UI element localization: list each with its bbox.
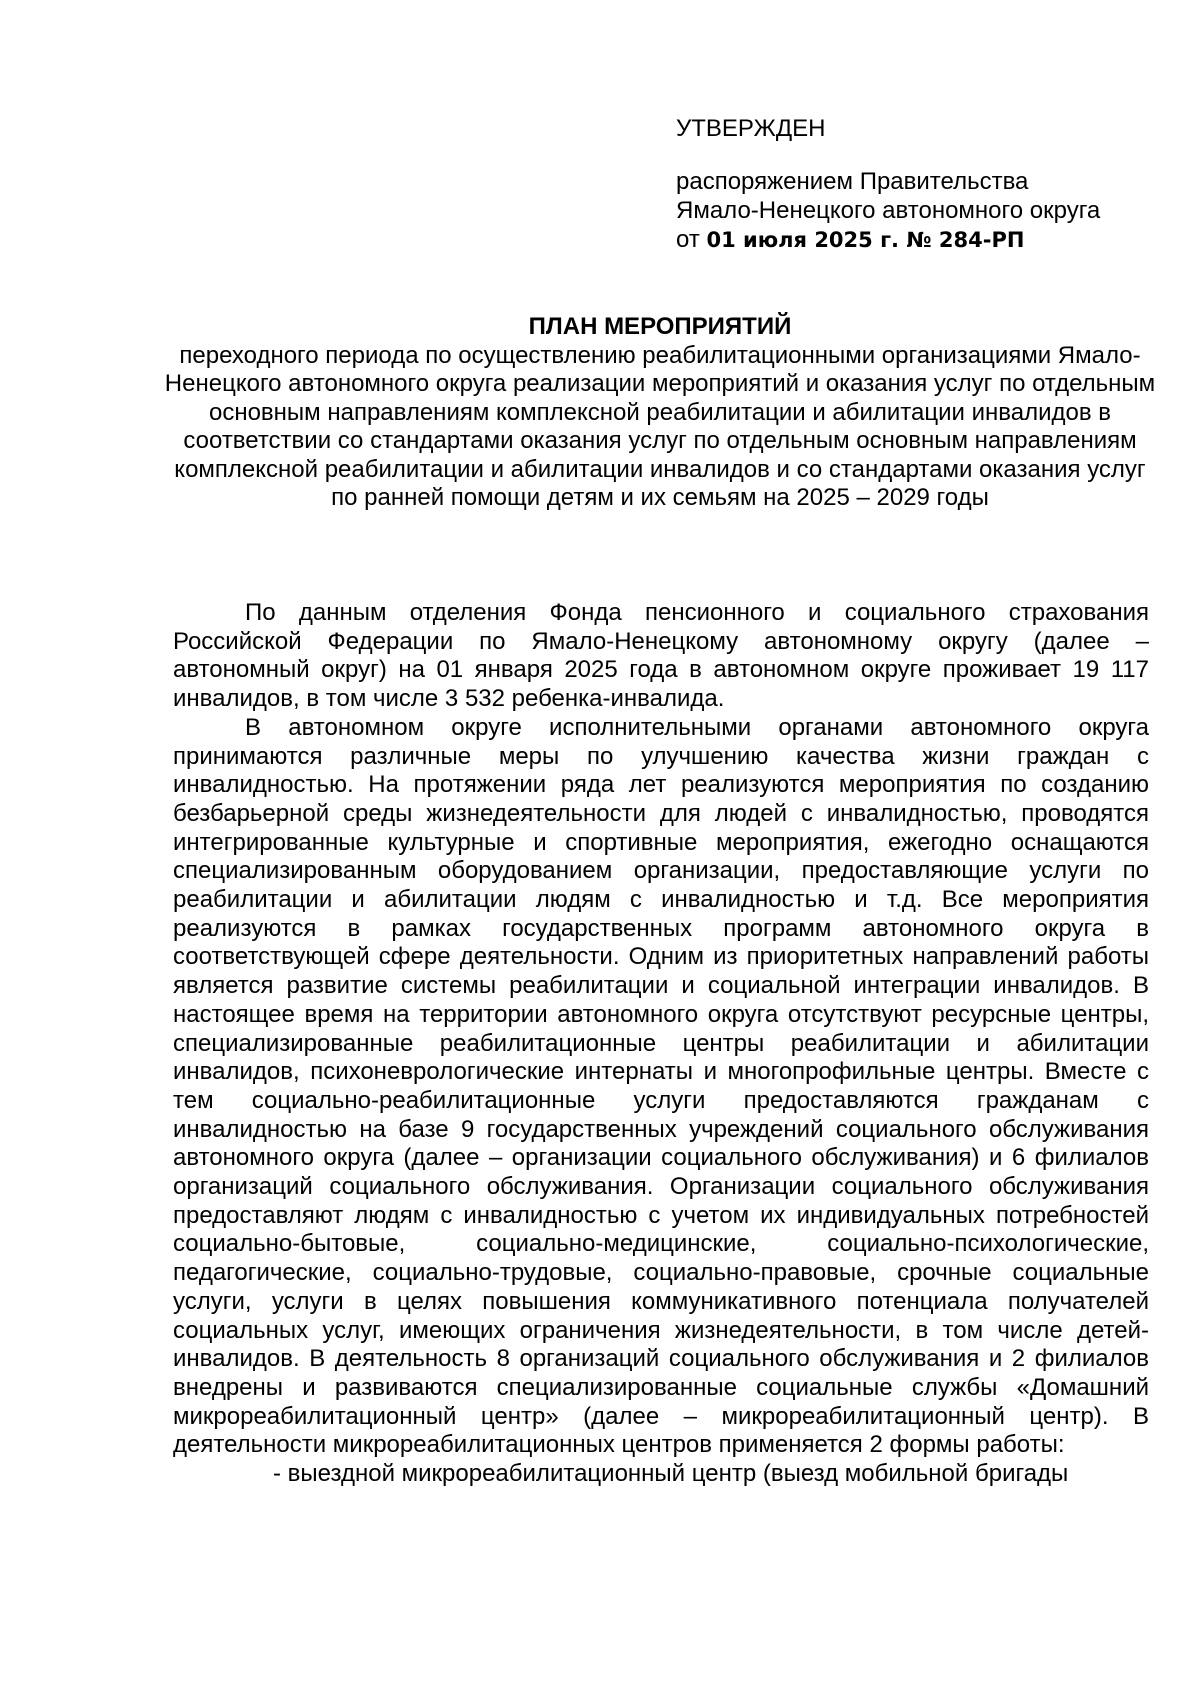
approval-line-2: Ямало-Ненецкого автономного округа	[676, 197, 1101, 224]
paragraph-statistics: По данным отделения Фонда пенсионного и социального страхования Российской Федерации по Ямало-Ненецкому автономному округу (далее – автономный округ) на 01 января 2025 года в автономном округе проживает 19 117 инвалидов, в том числе 3 532 ребенка-инвалида.	[173, 599, 1149, 713]
approval-heading: УТВЕРЖДЕН	[676, 115, 826, 142]
approval-date-number: 01 июля 2025 г. № 284-РП	[706, 228, 1025, 252]
list-item-mobile-center: - выездной микрореабилитационный центр (выезд мобильной бригады	[273, 1460, 1069, 1488]
plan-heading: ПЛАН МЕРОПРИЯТИЙ	[528, 313, 792, 340]
document-body	[173, 599, 1149, 1489]
approval-line-1: распоряжением Правительства	[676, 168, 1029, 195]
paragraph-measures: В автономном округе исполнительными органами автономного округа принимаются различные меры по улучшению качества жизни граждан с инвалидностью. На протяжении ряда лет реализуются мероприятия по созданию безбарьерной среды жизнедеятельности для людей с инвалидностью, проводятся интегрированные культурные и спортивные мероприятия, ежегодно оснащаются специализированным оборудованием организации, предоставляющие услуги по реабилитации и абилитации людям с инвалидностью и т.д. Все мероприятия реализуются в рамках государственных программ автономного округа в соответствующей сфере деятельности. Одним из приоритетных направлений работы является развитие системы реабилитации и социальной интеграции инвалидов. В настоящее время на территории автономного округа отсутствуют ресурсные центры, специализированные реабилитационные центры реабилитации и абилитации инвалидов, психоневрологические интернаты и многопрофильные центры. Вместе с тем социально-реабилитационные услуги предоставляются гражданам с инвалидностью на базе 9 государственных учреждений социального обслуживания автономного округа (далее – организации социального обслуживания) и 6 филиалов организаций социального обслуживания. Организации социального обслуживания предоставляют людям с инвалидностью с учетом их индивидуальных потребностей социально-бытовые, социально-медицинские, социально-психологические, педагогические, социально-трудовые, социально-правовые, срочные социальные услуги, услуги в целях повышения коммуникативного потенциала получателей социальных услуг, имеющих ограничения жизнедеятельности, в том числе детей-инвалидов. В деятельность 8 организаций социального обслуживания и 2 филиалов внедрены и развиваются специализированные социальные службы «Домашний микрореабилитационный центр» (далее – микрореабилитационный центр). В деятельности микрореабилитационных центров применяется 2 формы работы:	[173, 713, 1149, 1459]
plan-subtitle: переходного периода по осуществлению реабилитационными организациями Ямало-Ненецкого автономного округа реализации мероприятий и оказания услуг по отдельным основным направлениям комплексной реабилитации и абилитации инвалидов в соответствии со стандартами оказания услуг по отдельным основным направлениям комплексной реабилитации и абилитации инвалидов и со стандартами оказания услуг по ранней помощи детям и их семьям на 2025 – 2029 годы	[164, 341, 1156, 511]
approval-stamp	[676, 114, 1156, 255]
approval-date	[676, 225, 1156, 255]
approval-date-prefix: от	[676, 226, 707, 253]
document-title	[160, 313, 1160, 513]
